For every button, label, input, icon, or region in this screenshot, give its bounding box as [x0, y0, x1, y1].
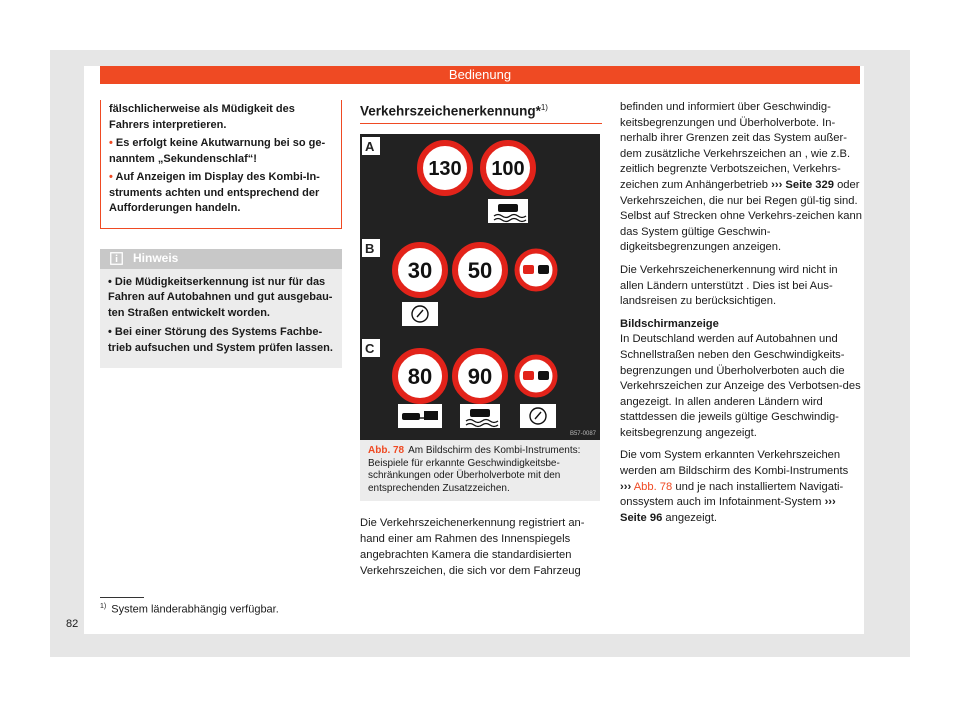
- cluster-display-illustration: [360, 134, 600, 440]
- warning-box: [100, 100, 342, 229]
- right-column: [620, 100, 862, 533]
- paragraph: In Deutschland werden auf Autobahnen und Schnellstraßen neben den Geschwindigkeits-begrenzungen und Überholverboten auch die Verkehrszeichen zur Anzeige des Verbotsen-des angezeigt. In allen anderen Ländern wird stattdessen die jeweils gültige Geschwindig-keitsbegrenzung angezeigt.: [620, 333, 861, 439]
- caption-label: Abb. 78: [368, 445, 405, 456]
- speed-sign: [395, 245, 445, 295]
- footnote-mark: 1): [540, 103, 548, 112]
- no-overtaking-icon: [517, 357, 555, 395]
- svg-text:50: 50: [467, 258, 493, 283]
- middle-body-text: Die Verkehrszeichenerkennung registriert an-hand einer am Rahmen des Innenspiegels angebrachten Kamera die standardisierten Verkehrszeichen, die sich vor dem Fahrzeug: [360, 517, 585, 577]
- footnote: $^{1)}$ System länderabhängig verfügbar.: [100, 603, 279, 616]
- no-overtaking-icon: [517, 251, 555, 289]
- panel-letter: B: [365, 241, 375, 256]
- paragraph: Die Verkehrszeichenerkennung wird nicht in allen Ländern unterstützt . Dies ist bei Aus-landsreisen zu berücksichtigen.: [620, 263, 838, 308]
- figure-78: [360, 134, 600, 440]
- page-number: 82: [66, 618, 79, 630]
- hint-item: • Bei einer Störung des Systems Fachbe-trieb aufsuchen und System prüfen lassen.: [108, 326, 333, 354]
- speed-sign: [455, 245, 505, 295]
- figure-code: B57-0087: [569, 431, 596, 437]
- figure-link[interactable]: Abb. 78: [633, 480, 673, 493]
- bullet-icon: •: [109, 137, 113, 149]
- speed-sign: [420, 143, 470, 193]
- footnote-divider: [100, 597, 144, 598]
- rain-icon: [520, 404, 556, 428]
- paragraph: Die vom System erkannten Verkehrszeichen werden am Bildschirm des Kombi-Instruments ››› Abb. 78 und je nach installiertem Navigati-onssystem auch im Infotainment-System ››› Seite 96 angezeigt.: [620, 449, 849, 524]
- bullet-icon: •: [109, 171, 113, 183]
- svg-text:130: 130: [428, 158, 462, 180]
- figure-caption: [360, 440, 600, 501]
- warning-intro: fälschlicherweise als Müdigkeit des Fahrers interpretieren.: [109, 103, 295, 131]
- slippery-road-icon: [488, 199, 528, 223]
- speed-sign: [395, 351, 445, 401]
- trailer-icon: [398, 404, 442, 428]
- section-title: Verkehrszeichenerkennung*$^{1)}$: [360, 100, 602, 124]
- subheading: Bildschirmanzeige: [620, 317, 719, 330]
- warning-item: • Es erfolgt keine Akutwarnung bei so ge-nanntem „Sekundenschlaf“!: [109, 137, 326, 165]
- warning-item: • Auf Anzeigen im Display des Kombi-In-struments achten und entsprechend der Aufforderungen handeln.: [109, 171, 320, 214]
- hint-header: [100, 249, 342, 269]
- hint-body: [100, 269, 342, 369]
- speed-sign: [483, 143, 533, 193]
- svg-text:90: 90: [467, 364, 493, 389]
- page-link[interactable]: ››› Seite 96: [620, 496, 836, 524]
- svg-text:100: 100: [491, 158, 525, 180]
- panel-letter: A: [365, 139, 375, 154]
- chapter-header: Bedienung: [100, 66, 860, 84]
- hint-box: [100, 249, 342, 369]
- speed-sign: [455, 351, 505, 401]
- caption-text: Am Bildschirm des Kombi-Instruments: Beispiele für erkannte Geschwindigkeitsbe-schränkungen oder Überholverbote mit den entsprechenden Zusatzzeichen.: [368, 445, 581, 494]
- middle-column: [360, 100, 602, 579]
- left-column: [100, 100, 342, 368]
- rain-icon: [402, 302, 438, 326]
- hint-title: Hinweis: [133, 250, 179, 265]
- hint-item: • Die Müdigkeitserkennung ist nur für das Fahren auf Autobahnen und gut ausgebau-ten Straßen entwickelt worden.: [108, 275, 333, 319]
- svg-text:80: 80: [407, 364, 433, 389]
- page-link[interactable]: ››› Seite 329: [771, 178, 834, 191]
- panel-letter: C: [365, 341, 375, 356]
- slippery-road-icon: [460, 404, 500, 428]
- info-icon: [110, 252, 123, 265]
- paragraph: befinden und informiert über Geschwindig-keitsbegrenzungen und Überholverbote. In-nerhalb ihrer Grenzen zeit das System außer-dem zusätzliche Verkehrszeichen an , wie z.B. zeitlich begrenzte Verbotszeichen, Verkehrs-zeichen zum Anhängerbetrieb ››› Seite 329 oder Verkehrszeichen, die nur bei Regen gül-tig sind. Selbst auf Strecken ohne Verkehrs-zeichen kann das System gültige Geschwin-digkeitsbegrenzungen anzeigen.: [620, 101, 862, 254]
- svg-text:30: 30: [407, 258, 433, 283]
